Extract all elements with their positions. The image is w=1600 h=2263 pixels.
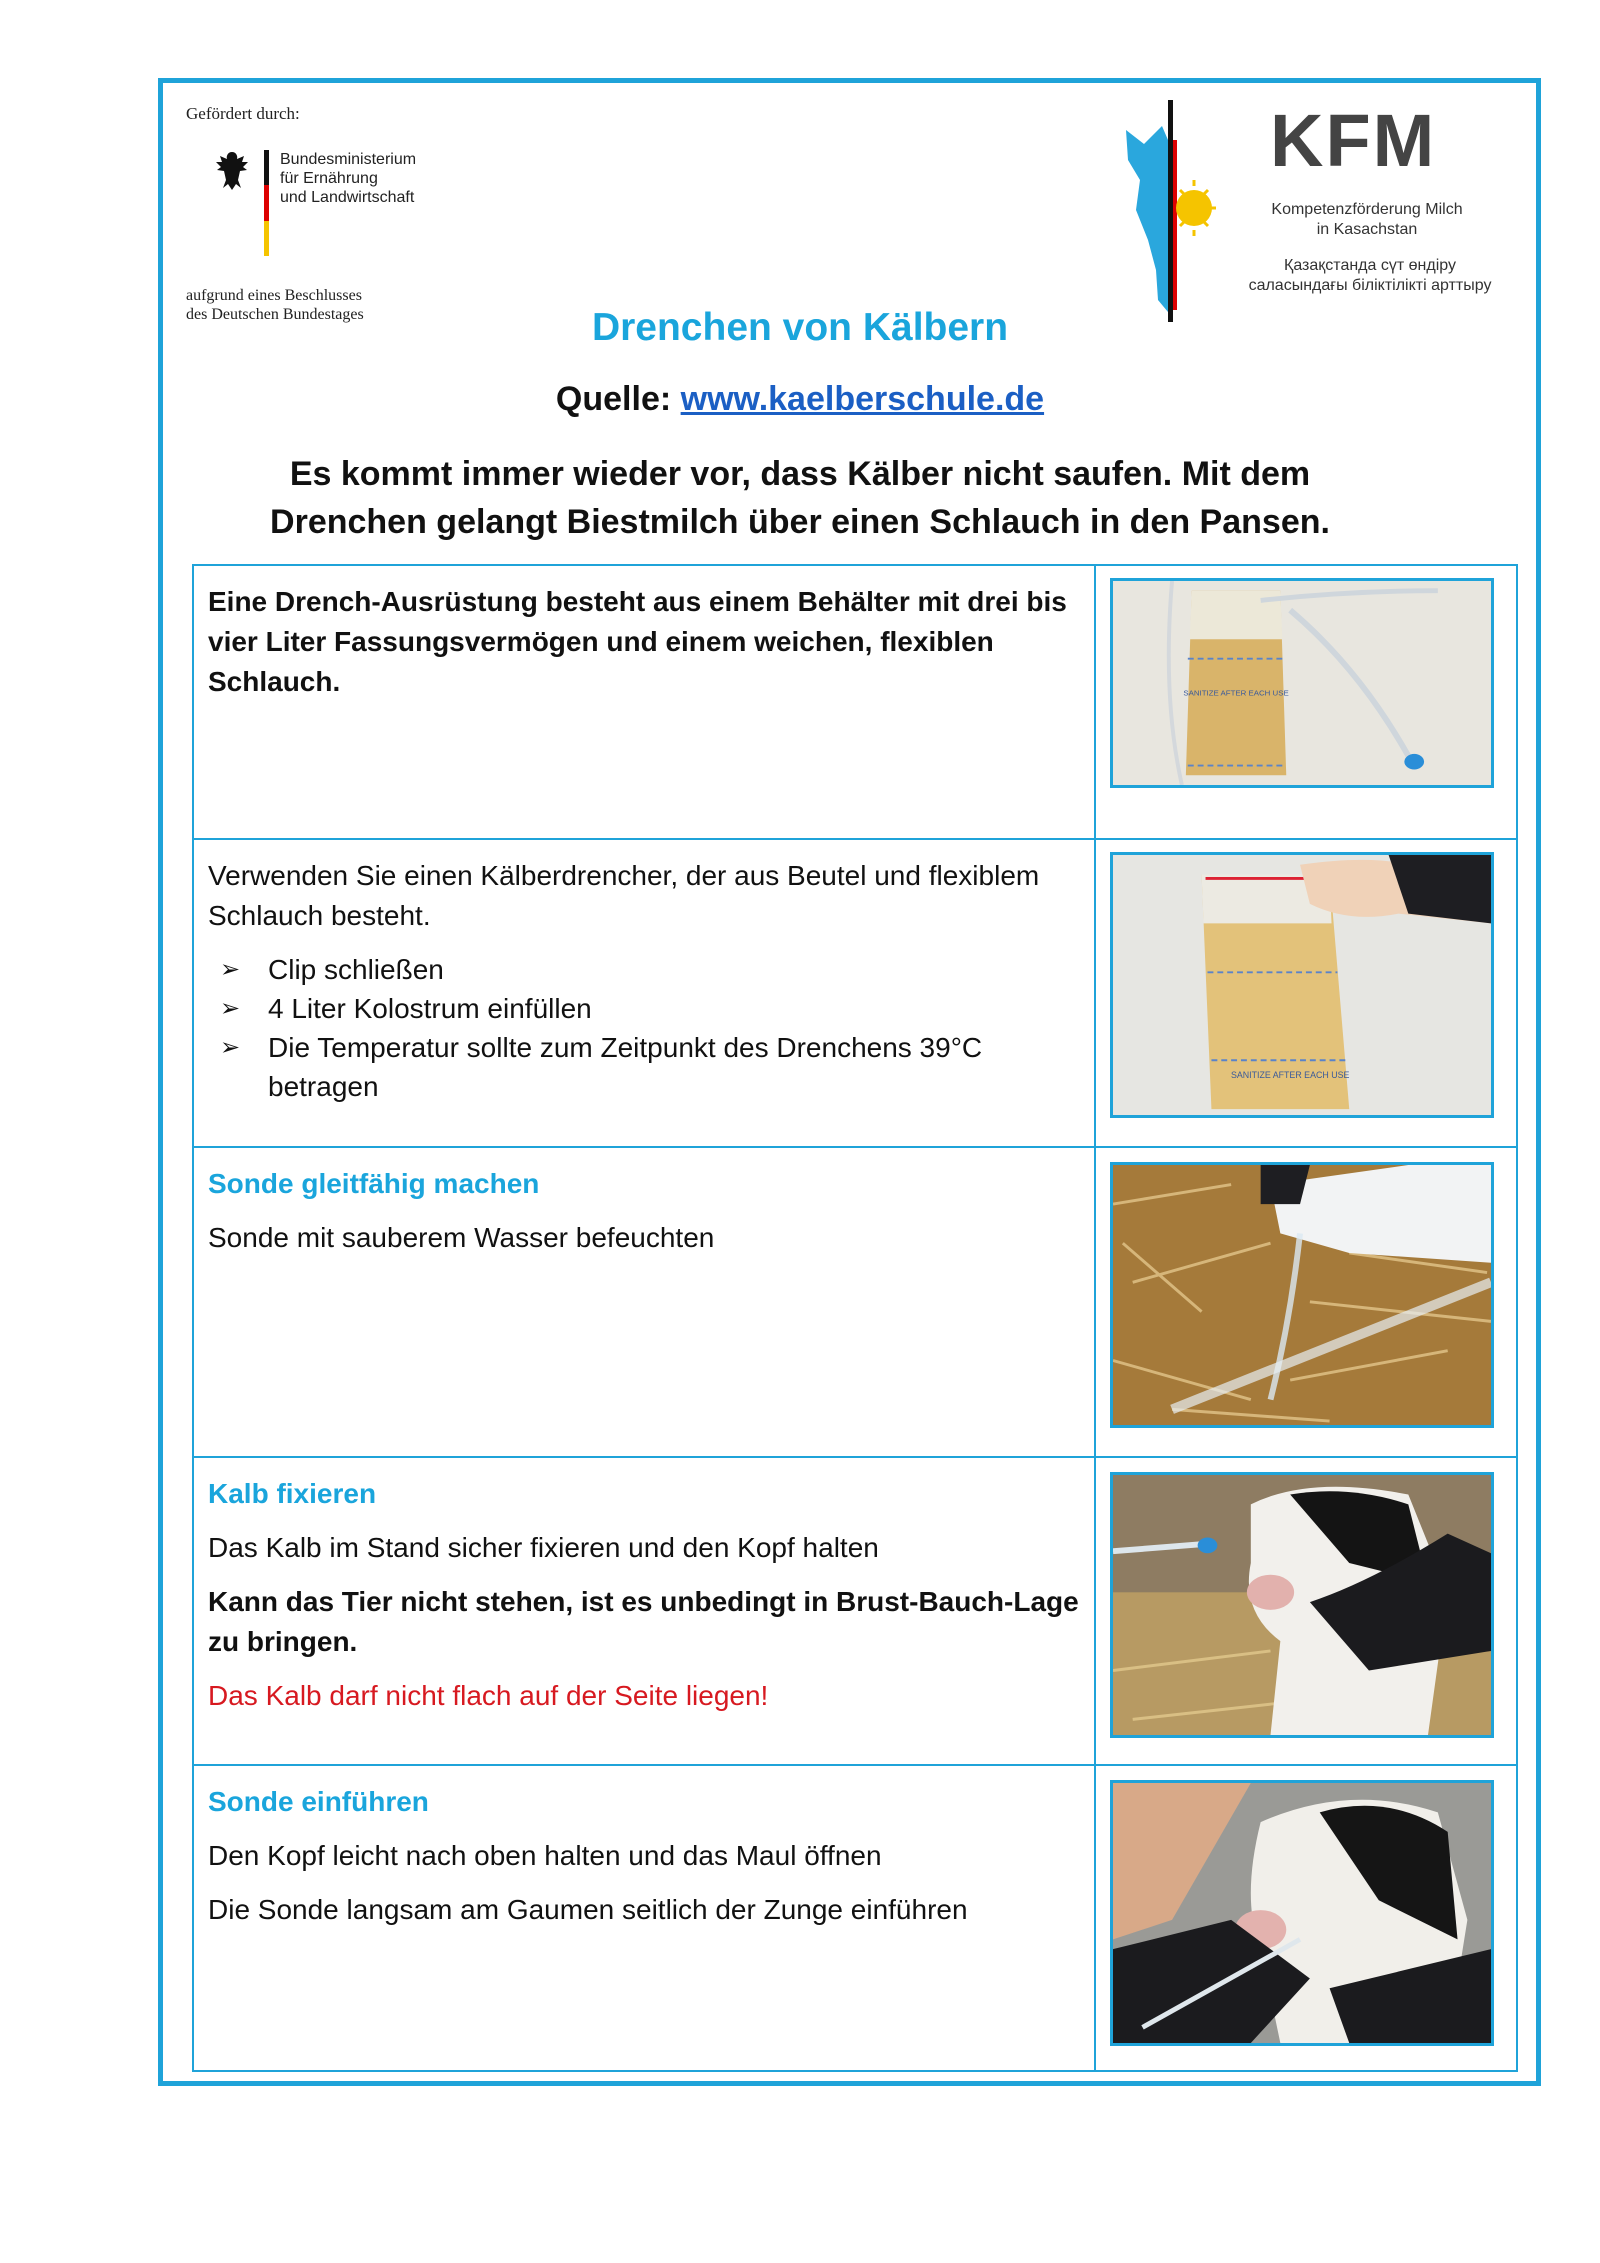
row-bold-note: Kann das Tier nicht stehen, ist es unbedingt in Brust-Bauch-Lage zu bringen. (208, 1586, 1079, 1657)
calf-fixed-photo (1110, 1472, 1494, 1738)
row-heading: Kalb fixieren (208, 1478, 377, 1509)
table-row (194, 1456, 1516, 1764)
kfm-title: KFM (1270, 99, 1437, 182)
wetting-tube-photo (1110, 1162, 1494, 1428)
row-text-cell (194, 566, 1096, 838)
intro-text: Es kommt immer wieder vor, dass Kälber nicht saufen. Mit dem Drenchen gelangt Biestmilch über einen Schlauch in den Pansen. (270, 455, 1330, 541)
row-heading: Sonde einführen (208, 1786, 429, 1817)
list-item: ➢ 4 Liter Kolostrum einfüllen (208, 989, 1080, 1028)
list-item: ➢ Clip schließen (208, 950, 1080, 989)
arrow-bullet-icon: ➢ (220, 1034, 241, 1061)
row-text: Sonde mit sauberem Wasser befeuchten (208, 1222, 715, 1253)
row-text-cell (194, 1458, 1096, 1764)
table-row (194, 1764, 1516, 2070)
funded-label: Gefördert durch: (186, 104, 300, 123)
tube-insertion-photo (1110, 1780, 1494, 2046)
row-image-cell (1096, 1766, 1516, 2070)
row-image-cell (1096, 1458, 1516, 1764)
federal-eagle-icon (214, 150, 250, 192)
row-text: Das Kalb im Stand sicher fixieren und den Kopf halten (208, 1532, 879, 1563)
kfm-subtitle: Kompetenzförderung Milch in Kasachstan (1271, 201, 1463, 238)
row-text-cell (194, 1148, 1096, 1456)
german-flag-bar (264, 150, 269, 256)
source-line (0, 380, 1600, 419)
bag-label: SANITIZE AFTER EACH USE (1230, 1069, 1350, 1080)
row-text-2: Die Sonde langsam am Gaumen seitlich der Zunge einführen (208, 1894, 968, 1925)
row-text: Verwenden Sie einen Kälberdrencher, der aus Beutel und flexiblem Schlauch besteht. (208, 860, 1040, 931)
arrow-bullet-icon: ➢ (220, 995, 241, 1022)
row-image-cell (1096, 566, 1516, 838)
list-item: ➢ Die Temperatur sollte zum Zeitpunkt des Drenchens 39°C betragen (208, 1028, 1080, 1106)
row-text: Eine Drench-Ausrüstung besteht aus einem Behälter mit drei bis vier Liter Fassungsvermögen und einem weichen, flexiblen Schlauch. (208, 586, 1067, 697)
row-warning: Das Kalb darf nicht flach auf der Seite liegen! (208, 1680, 769, 1711)
row-text-cell (194, 1766, 1096, 2070)
row-heading: Sonde gleitfähig machen (208, 1168, 540, 1199)
arrow-bullet-icon: ➢ (220, 956, 241, 983)
kfm-cow-logo-icon (1118, 100, 1218, 322)
ministry-name: Bundesministerium für Ernährung und Landwirtschaft (280, 151, 417, 206)
resolution-text: aufgrund eines Beschlusses des Deutschen Bundestages (186, 287, 364, 323)
page-title: Drenchen von Kälbern (591, 306, 1009, 349)
steps-table (192, 564, 1518, 2072)
row-image-cell (1096, 840, 1516, 1146)
bag-label: SANITIZE AFTER EACH USE (1183, 688, 1289, 698)
table-row (194, 566, 1516, 838)
source-link[interactable]: www.kaelberschule.de (680, 380, 1045, 418)
row-image-cell (1096, 1148, 1516, 1456)
drench-bag-filling-photo (1110, 852, 1494, 1118)
drench-bag-photo (1110, 578, 1494, 788)
bullet-list (208, 950, 1080, 1106)
row-text: Den Kopf leicht nach oben halten und das Maul öffnen (208, 1840, 882, 1871)
kfm-kazakh-subtitle: Қазақстанда сүт өндіру саласындағы біліктілікті арттыру (1248, 257, 1492, 294)
table-row (194, 1146, 1516, 1456)
table-row (194, 838, 1516, 1146)
source-label: Quelle: (555, 380, 672, 418)
row-text-cell (194, 840, 1096, 1146)
